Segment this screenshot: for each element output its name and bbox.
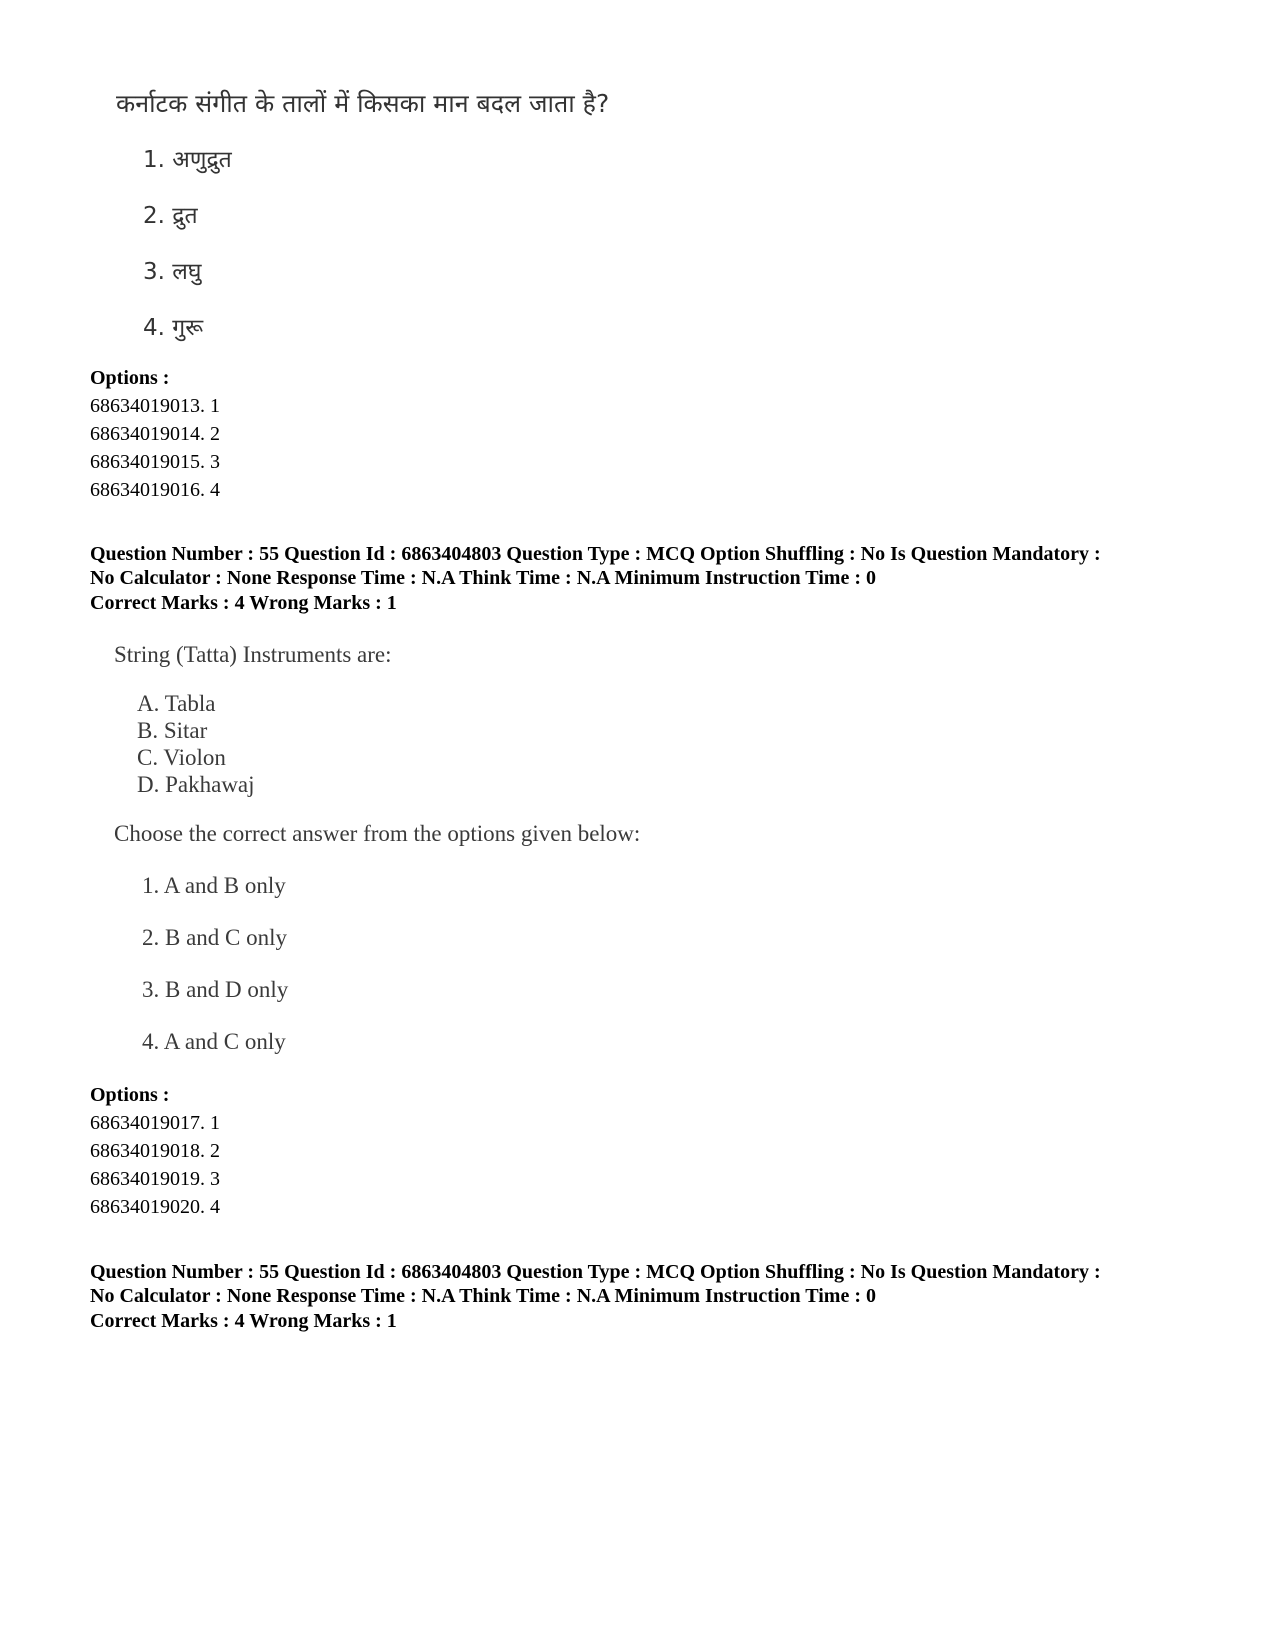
question-55-choice-1: 1. A and B only bbox=[142, 873, 286, 898]
question-55-meta-line1: Question Number : 55 Question Id : 6863404803 Question Type : MCQ Option Shuffling : No Is Question Mandatory : bbox=[90, 543, 1101, 565]
question-54-choice-4: 4. गुरू bbox=[143, 315, 204, 341]
question-54-choice-3: 3. लघु bbox=[143, 259, 202, 285]
question-55-choice-4: 4. A and C only bbox=[142, 1029, 286, 1054]
question-55-text: String (Tatta) Instruments are: bbox=[114, 642, 392, 667]
question-54-option-4: 68634019016. 4 bbox=[90, 479, 220, 501]
question-54-text: कर्नाटक संगीत के तालों में किसका मान बदल जाता है? bbox=[116, 89, 610, 118]
question-54-option-2: 68634019014. 2 bbox=[90, 423, 220, 445]
question-55-option-3: 68634019019. 3 bbox=[90, 1168, 220, 1190]
question-55-marks: Correct Marks : 4 Wrong Marks : 1 bbox=[90, 592, 397, 614]
question-55-option-4: 68634019020. 4 bbox=[90, 1196, 220, 1218]
question-55-option-1: 68634019017. 1 bbox=[90, 1112, 220, 1134]
question-55-item-b: B. Sitar bbox=[137, 718, 208, 743]
question-56-marks: Correct Marks : 4 Wrong Marks : 1 bbox=[90, 1310, 397, 1332]
question-55-choice-3: 3. B and D only bbox=[142, 977, 289, 1002]
question-55-item-c: C. Violon bbox=[137, 745, 226, 770]
question-55-item-a: A. Tabla bbox=[137, 691, 216, 716]
question-56-meta bbox=[90, 1260, 1200, 1308]
question-54-options-label: Options : bbox=[90, 367, 170, 389]
question-55-item-d: D. Pakhawaj bbox=[137, 772, 255, 797]
question-55-meta-line2: No Calculator : None Response Time : N.A Think Time : N.A Minimum Instruction Time : 0 bbox=[90, 567, 876, 589]
question-55-options-label: Options : bbox=[90, 1084, 170, 1106]
question-56-meta-line2: No Calculator : None Response Time : N.A Think Time : N.A Minimum Instruction Time : 0 bbox=[90, 1285, 876, 1307]
question-56-meta-line1: Question Number : 55 Question Id : 6863404803 Question Type : MCQ Option Shuffling : No Is Question Mandatory : bbox=[90, 1261, 1101, 1283]
question-54-choice-1: 1. अणुद्रुत bbox=[143, 147, 232, 173]
question-54-option-1: 68634019013. 1 bbox=[90, 395, 220, 417]
question-55-option-2: 68634019018. 2 bbox=[90, 1140, 220, 1162]
question-55-choice-2: 2. B and C only bbox=[142, 925, 288, 950]
question-54-option-3: 68634019015. 3 bbox=[90, 451, 220, 473]
question-55-instruction: Choose the correct answer from the options given below: bbox=[114, 821, 641, 846]
question-55-meta bbox=[90, 542, 1200, 590]
question-54-choice-2: 2. द्रुत bbox=[143, 203, 198, 229]
